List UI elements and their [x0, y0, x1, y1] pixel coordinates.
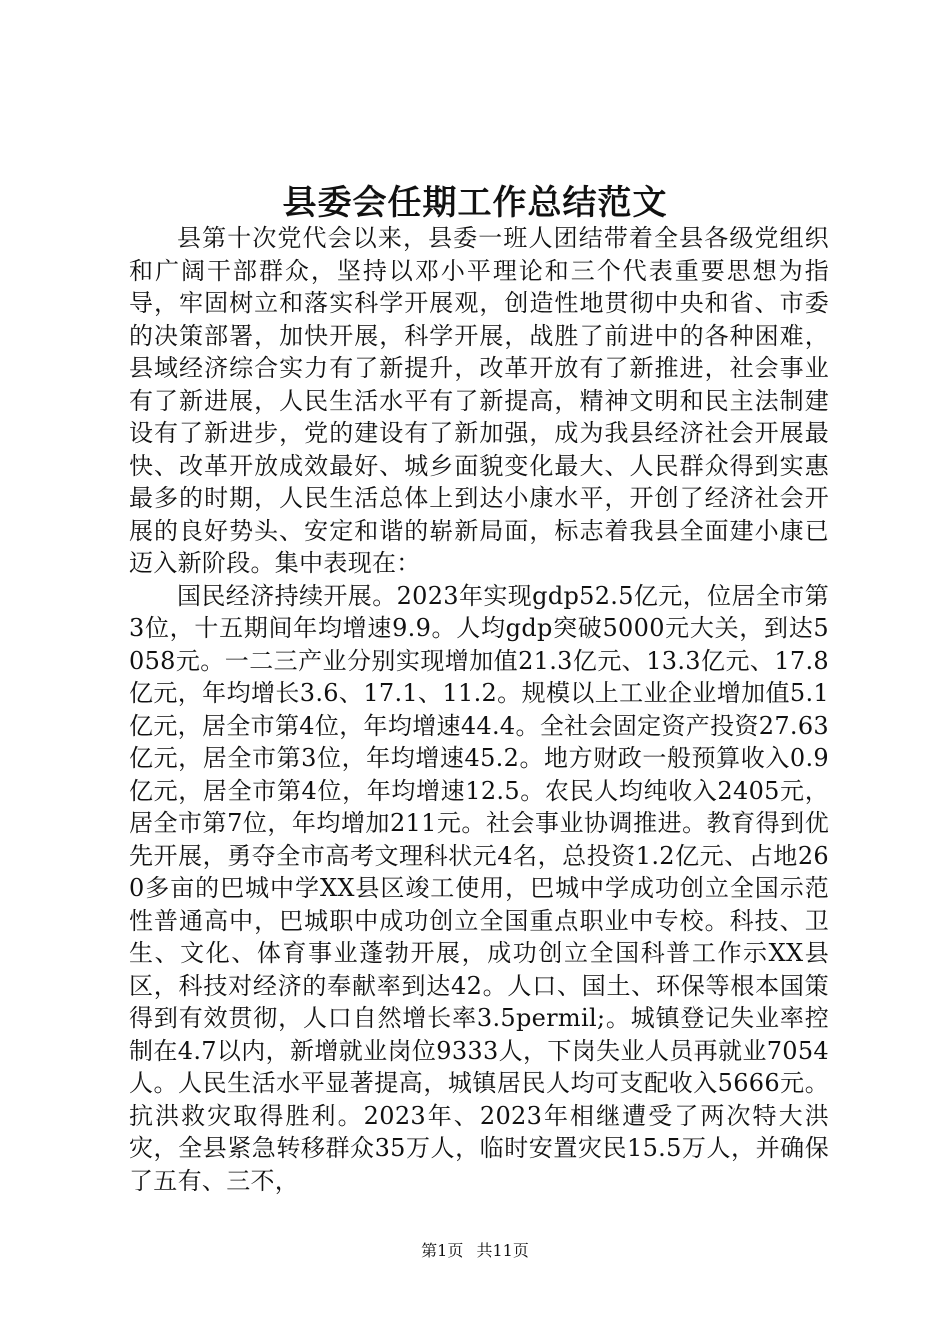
document-body	[129, 222, 829, 1197]
page-number: 第1页	[421, 1241, 464, 1260]
page-footer	[0, 1240, 950, 1262]
page-total: 共11页	[476, 1241, 529, 1260]
paragraph-intro: 县第十次党代会以来，县委一班人团结带着全县各级党组织和广阔干部群众，坚持以邓小平理论和三个代表重要思想为指导，牢固树立和落实科学开展观，创造性地贯彻中央和省、市委的决策部署，加快开展，科学开展，战胜了前进中的各种困难，县域经济综合实力有了新提升，改革开放有了新推进，社会事业有了新进展，人民生活水平有了新提高，精神文明和民主法制建设有了新进步，党的建设有了新加强，成为我县经济社会开展最快、改革开放成效最好、城乡面貌变化最大、人民群众得到实惠最多的时期，人民生活总体上到达小康水平，开创了经济社会开展的良好势头、安定和谐的崭新局面，标志着我县全面建小康已迈入新阶段。集中表现在：	[129, 224, 829, 577]
paragraph-economy: 国民经济持续开展。2023年实现gdp52.5亿元，位居全市第3位，十五期间年均增速9.9。人均gdp突破5000元大关，到达5058元。一二三产业分别实现增加值21.3亿元、13.3亿元、17.8亿元，年均增长3.6、17.1、11.2。规模以上工业企业增加值5.1亿元，居全市第4位，年均增速44.4。全社会固定资产投资27.63亿元，居全市第3位，年均增速45.2。地方财政一般预算收入0.9亿元，居全市第4位，年均增速12.5。农民人均纯收入2405元，居全市第7位，年均增加211元。社会事业协调推进。教育得到优先开展，勇夺全市高考文理科状元4名，总投资1.2亿元、占地260多亩的巴城中学XX县区竣工使用，巴城中学成功创立全国示范性普通高中，巴城职中成功创立全国重点职业中专校。科技、卫生、文化、体育事业蓬勃开展，成功创立全国科普工作示XX县区，科技对经济的奉献率到达42。人口、国土、环保等根本国策得到有效贯彻，人口自然增长率3.5permil;。城镇登记失业率控制在4.7以内，新增就业岗位9333人，下岗失业人员再就业7054人。人民生活水平显著提高，城镇居民人均可支配收入5666元。抗洪救灾取得胜利。2023年、2023年相继遭受了两次特大洪灾，全县紧急转移群众35万人，临时安置灾民15.5万人，并确保了五有、三不，	[129, 581, 829, 1195]
document-title: 县委会任期工作总结范文	[282, 183, 668, 223]
